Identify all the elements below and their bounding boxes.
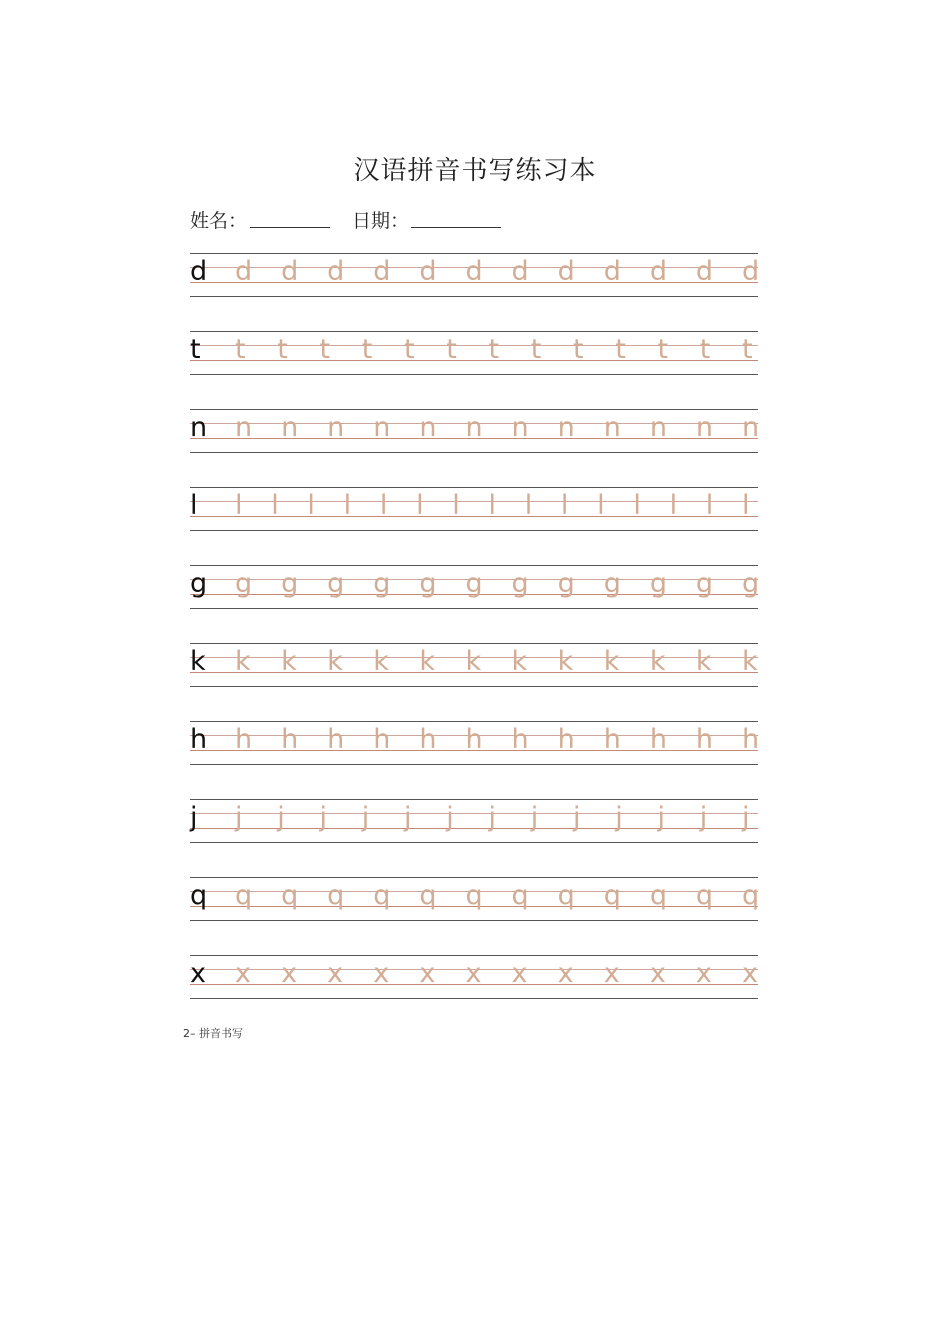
trace-letter: k <box>557 646 574 677</box>
trace-letter: l <box>235 490 243 521</box>
trace-letter: x <box>603 958 620 989</box>
trace-letter: l <box>597 490 605 521</box>
trace-letter: k <box>465 646 482 677</box>
date-field[interactable] <box>411 227 501 228</box>
trace-letter: k <box>695 646 712 677</box>
trace-letter: g <box>465 568 483 599</box>
trace-letter: t <box>361 334 373 365</box>
trace-letter: h <box>281 724 299 755</box>
trace-letter: g <box>281 568 299 599</box>
trace-letter: q <box>695 880 714 911</box>
trace-letter: t <box>699 334 711 365</box>
trace-letter: j <box>319 802 328 833</box>
trace-letter: l <box>379 490 388 521</box>
trace-letter: t <box>530 334 542 365</box>
practice-row-n[interactable] <box>190 409 758 453</box>
trace-letter: h <box>235 724 253 755</box>
guide-line <box>190 877 758 878</box>
trace-letter: j <box>573 802 581 833</box>
trace-letter: q <box>649 880 667 911</box>
trace-letter: g <box>511 568 529 599</box>
guide-line <box>190 296 758 297</box>
trace-letter: l <box>452 490 460 521</box>
guide-line <box>190 452 758 453</box>
model-letter: g <box>190 568 208 599</box>
trace-letter: d <box>649 256 667 287</box>
trace-letter: t <box>319 334 331 365</box>
trace-letter: x <box>742 958 758 989</box>
trace-letter: q <box>419 880 437 911</box>
trace-letter: q <box>511 880 529 911</box>
trace-letter: l <box>633 490 641 521</box>
trace-letter: j <box>446 802 454 833</box>
practice-row-t[interactable] <box>190 331 758 375</box>
trace-letter: j <box>361 802 370 833</box>
trace-letter: t <box>235 334 246 365</box>
trace-letter: q <box>465 880 483 911</box>
trace-letter: l <box>307 490 315 521</box>
trace-letter: k <box>235 646 251 677</box>
model-letter: h <box>190 724 208 755</box>
trace-letter: j <box>657 802 666 833</box>
trace-letter: n <box>235 412 253 443</box>
page-footer: 2– 拼音书写 <box>183 1027 243 1040</box>
trace-letter: d <box>419 256 437 287</box>
trace-letter: t <box>742 334 753 365</box>
trace-letter: l <box>416 490 424 521</box>
guide-line <box>190 643 758 644</box>
trace-letter: n <box>557 412 575 443</box>
trace-letter: l <box>705 490 714 521</box>
trace-letter: h <box>603 724 621 755</box>
model-letter: x <box>190 958 206 989</box>
trace-letter: x <box>327 958 344 989</box>
trace-letter: l <box>560 490 569 521</box>
trace-letter: q <box>373 880 391 911</box>
trace-letter: t <box>615 334 626 365</box>
trace-letter: l <box>488 490 497 521</box>
trace-letter: q <box>742 880 760 911</box>
guide-line <box>190 828 758 829</box>
trace-letter: n <box>465 412 483 443</box>
guide-line <box>190 686 758 687</box>
guide-line <box>190 409 758 410</box>
trace-letter: k <box>511 646 528 677</box>
trace-letter: t <box>277 334 288 365</box>
trace-letter: k <box>327 646 343 677</box>
trace-letter: t <box>573 334 584 365</box>
trace-letter: n <box>327 412 345 443</box>
trace-letter: g <box>695 568 714 599</box>
practice-row-g[interactable] <box>190 565 758 609</box>
trace-letter: h <box>742 724 760 755</box>
trace-letter: l <box>343 490 352 521</box>
practice-row-q[interactable] <box>190 877 758 921</box>
trace-letter: j <box>615 802 623 833</box>
guide-line <box>190 331 758 332</box>
trace-letter: j <box>404 802 412 833</box>
trace-letter: n <box>742 412 760 443</box>
model-letter: d <box>190 256 208 287</box>
model-letter: l <box>190 490 198 521</box>
trace-letter: h <box>649 724 667 755</box>
trace-letter: l <box>524 490 533 521</box>
trace-letter: l <box>742 490 750 521</box>
guide-line <box>190 530 758 531</box>
model-letter: k <box>190 646 206 677</box>
trace-letter: k <box>742 646 758 677</box>
model-letter: t <box>190 334 201 365</box>
practice-row-k[interactable] <box>190 643 758 687</box>
trace-letter: x <box>465 958 482 989</box>
trace-letter: g <box>235 568 253 599</box>
trace-letter: g <box>557 568 575 599</box>
trace-letter: t <box>657 334 669 365</box>
name-field[interactable] <box>250 227 330 228</box>
trace-letter: g <box>373 568 391 599</box>
trace-letter: x <box>557 958 574 989</box>
guide-line <box>190 799 758 800</box>
date-label: 日期： <box>352 210 410 232</box>
trace-letter: h <box>465 724 483 755</box>
guide-line <box>190 487 758 488</box>
trace-letter: d <box>603 256 621 287</box>
trace-letter: n <box>373 412 391 443</box>
trace-letter: x <box>373 958 390 989</box>
trace-letter: t <box>404 334 415 365</box>
trace-letter: q <box>603 880 621 911</box>
guide-line <box>190 253 758 254</box>
guide-line <box>190 345 758 346</box>
guide-line <box>190 998 758 999</box>
trace-letter: n <box>603 412 621 443</box>
model-letter: j <box>190 802 198 833</box>
trace-letter: j <box>488 802 497 833</box>
trace-letter: q <box>235 880 253 911</box>
trace-letter: d <box>373 256 391 287</box>
trace-letter: x <box>235 958 251 989</box>
trace-letter: q <box>557 880 575 911</box>
trace-letter: l <box>669 490 678 521</box>
practice-row-j[interactable] <box>190 799 758 843</box>
guide-line <box>190 360 758 361</box>
trace-letter: h <box>373 724 391 755</box>
practice-row-d[interactable] <box>190 253 758 297</box>
trace-letter: k <box>649 646 666 677</box>
name-label: 姓名： <box>190 210 248 232</box>
trace-letter: h <box>419 724 437 755</box>
trace-letter: k <box>281 646 297 677</box>
trace-letter: d <box>511 256 529 287</box>
trace-letter: j <box>235 802 243 833</box>
trace-letter: x <box>511 958 528 989</box>
trace-letter: g <box>742 568 760 599</box>
trace-letter: x <box>695 958 712 989</box>
guide-line <box>190 842 758 843</box>
trace-letter: h <box>557 724 575 755</box>
trace-letter: j <box>699 802 708 833</box>
guide-line <box>190 721 758 722</box>
guide-line <box>190 374 758 375</box>
trace-letter: x <box>419 958 436 989</box>
trace-letter: d <box>742 256 760 287</box>
guide-line <box>190 813 758 814</box>
trace-letter: g <box>649 568 667 599</box>
practice-row-l[interactable] <box>190 487 758 531</box>
practice-row-h[interactable] <box>190 721 758 765</box>
trace-letter: h <box>511 724 529 755</box>
trace-letter: d <box>235 256 253 287</box>
trace-letter: n <box>695 412 714 443</box>
model-letter: q <box>190 880 208 911</box>
trace-letter: n <box>281 412 299 443</box>
trace-letter: n <box>649 412 667 443</box>
trace-letter: x <box>281 958 298 989</box>
trace-letter: d <box>327 256 345 287</box>
trace-letter: h <box>327 724 345 755</box>
trace-letter: d <box>695 256 714 287</box>
trace-letter: d <box>557 256 575 287</box>
trace-letter: l <box>271 490 279 521</box>
practice-row-x[interactable] <box>190 955 758 999</box>
guide-line <box>190 920 758 921</box>
trace-letter: n <box>511 412 529 443</box>
trace-letter: g <box>603 568 621 599</box>
guide-line <box>190 608 758 609</box>
trace-letter: q <box>281 880 299 911</box>
trace-letter: j <box>277 802 285 833</box>
trace-letter: t <box>488 334 500 365</box>
trace-letter: d <box>281 256 299 287</box>
trace-letter: d <box>465 256 483 287</box>
trace-letter: x <box>649 958 666 989</box>
trace-letter: n <box>419 412 437 443</box>
trace-letter: j <box>742 802 750 833</box>
trace-letter: k <box>419 646 435 677</box>
page-title: 汉语拼音书写练习本 <box>353 156 597 186</box>
trace-letter: h <box>695 724 714 755</box>
trace-letter: k <box>373 646 389 677</box>
trace-letter: q <box>327 880 345 911</box>
trace-letter: g <box>419 568 437 599</box>
trace-letter: g <box>327 568 345 599</box>
trace-letter: k <box>603 646 620 677</box>
guide-line <box>190 565 758 566</box>
guide-line <box>190 764 758 765</box>
model-letter: n <box>190 412 208 443</box>
trace-letter: j <box>530 802 539 833</box>
guide-line <box>190 955 758 956</box>
trace-letter: t <box>446 334 457 365</box>
